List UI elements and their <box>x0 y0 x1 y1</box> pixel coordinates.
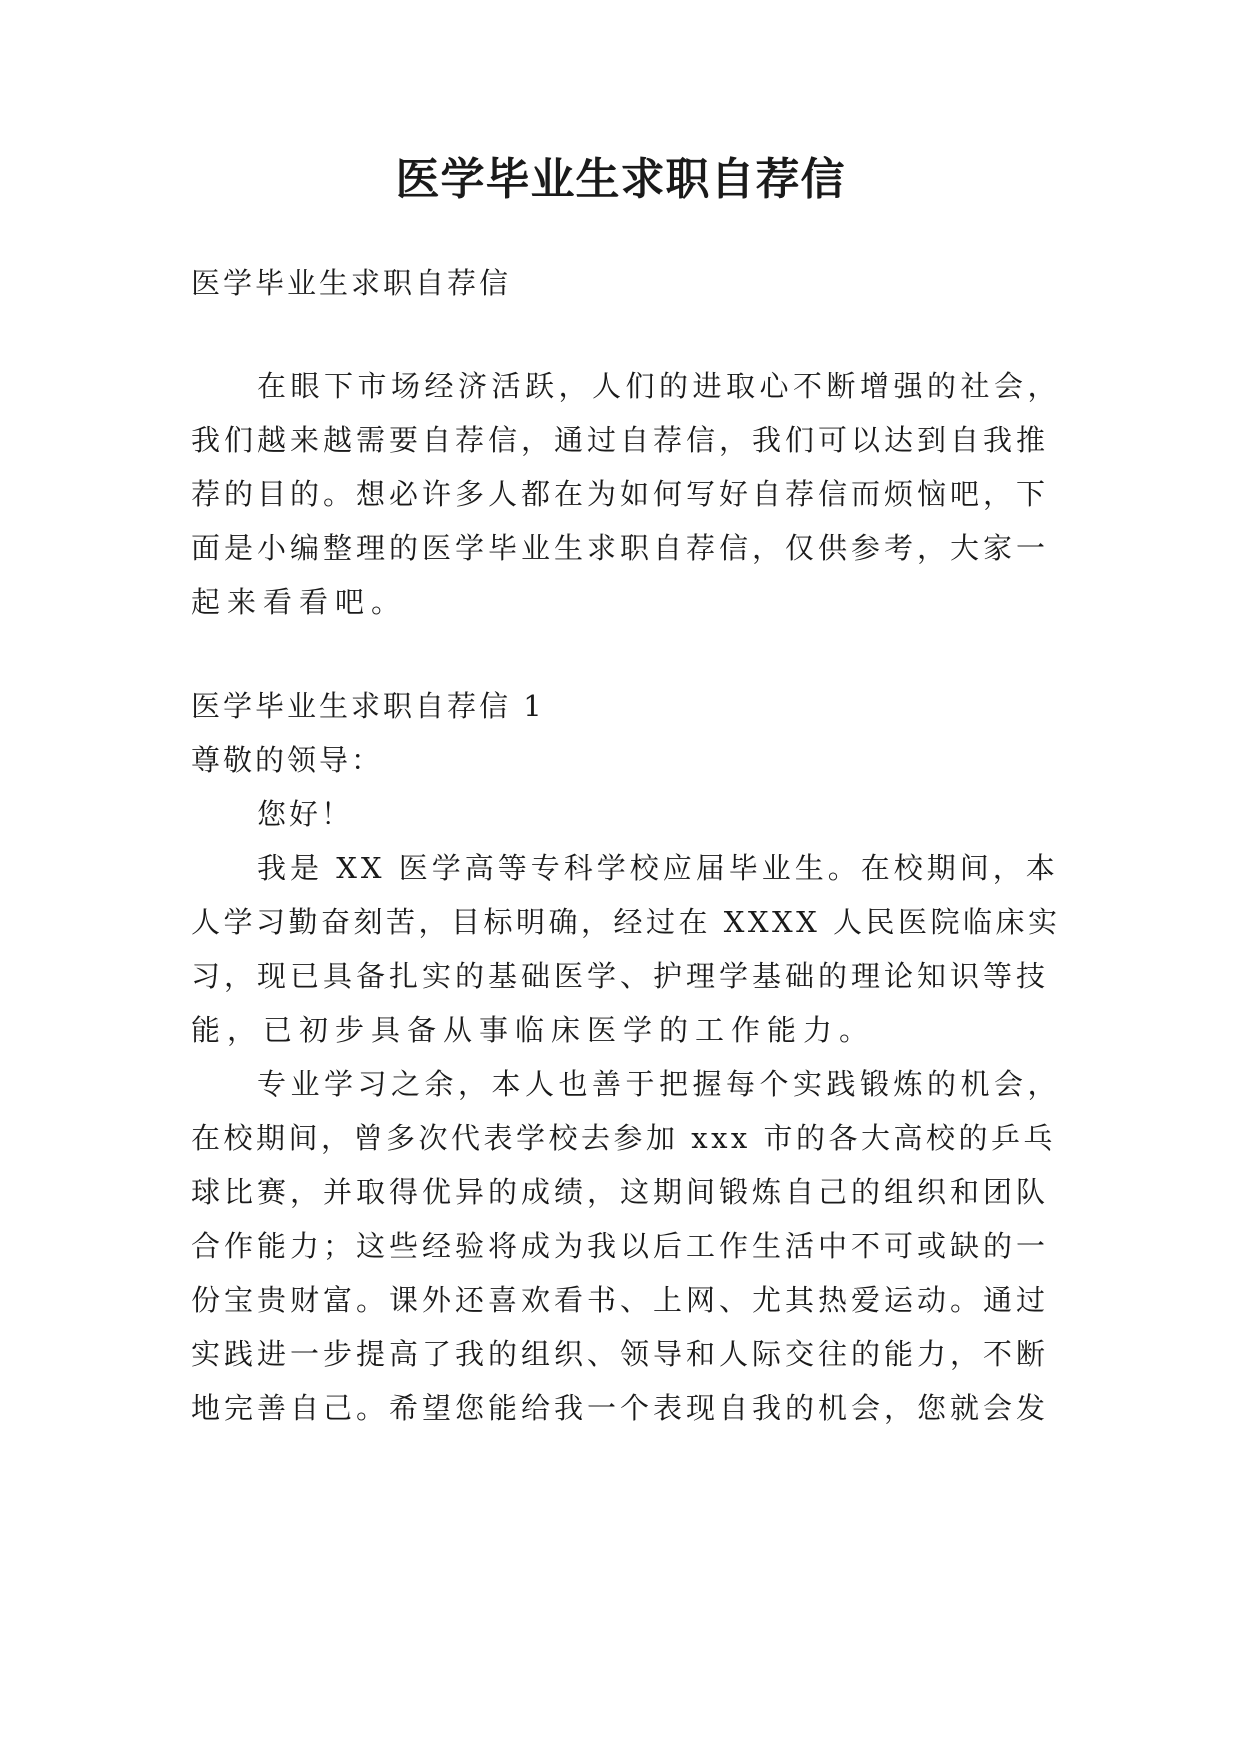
intro-line: 荐的目的。想必许多人都在为如何写好自荐信而烦恼吧，下 <box>191 477 1050 511</box>
paragraph2-line: 合作能力；这些经验将成为我以后工作生活中不可或缺的一 <box>191 1229 1050 1263</box>
paragraph1-line: 人学习勤奋刻苦，目标明确，经过在 XXXX 人民医院临床实 <box>191 905 1061 939</box>
paragraph2-line: 在校期间，曾多次代表学校去参加 xxx 市的各大高校的乒乓 <box>191 1121 1057 1155</box>
paragraph2-line: 实践进一步提高了我的组织、领导和人际交往的能力，不断 <box>191 1337 1050 1371</box>
paragraph2-line: 份宝贵财富。课外还喜欢看书、上网、尤其热爱运动。通过 <box>191 1283 1050 1317</box>
document-title: 医学毕业生求职自荐信 <box>395 154 846 205</box>
salutation: 尊敬的领导： <box>191 743 384 777</box>
document-subtitle: 医学毕业生求职自荐信 <box>191 266 512 300</box>
intro-line: 面是小编整理的医学毕业生求职自荐信，仅供参考，大家一 <box>191 531 1050 565</box>
paragraph2-line: 专业学习之余，本人也善于把握每个实践锻炼的机会， <box>257 1067 1062 1101</box>
intro-line: 我们越来越需要自荐信，通过自荐信，我们可以达到自我推 <box>191 423 1050 457</box>
paragraph1-line: 我是 XX 医学高等专科学校应届毕业生。在校期间，本 <box>257 851 1059 885</box>
intro-line: 起来看看吧。 <box>191 585 408 619</box>
paragraph2-line: 地完善自己。希望您能给我一个表现自我的机会，您就会发 <box>191 1391 1050 1425</box>
paragraph2-line: 球比赛，并取得优异的成绩，这期间锻炼自己的组织和团队 <box>191 1175 1050 1209</box>
paragraph1-line: 能，已初步具备从事临床医学的工作能力。 <box>191 1013 876 1047</box>
intro-line: 在眼下市场经济活跃，人们的进取心不断增强的社会， <box>257 369 1062 403</box>
letter-heading: 医学毕业生求职自荐信 1 <box>191 689 545 723</box>
greeting: 您好！ <box>257 797 354 831</box>
paragraph1-line: 习，现已具备扎实的基础医学、护理学基础的理论知识等技 <box>191 959 1050 993</box>
